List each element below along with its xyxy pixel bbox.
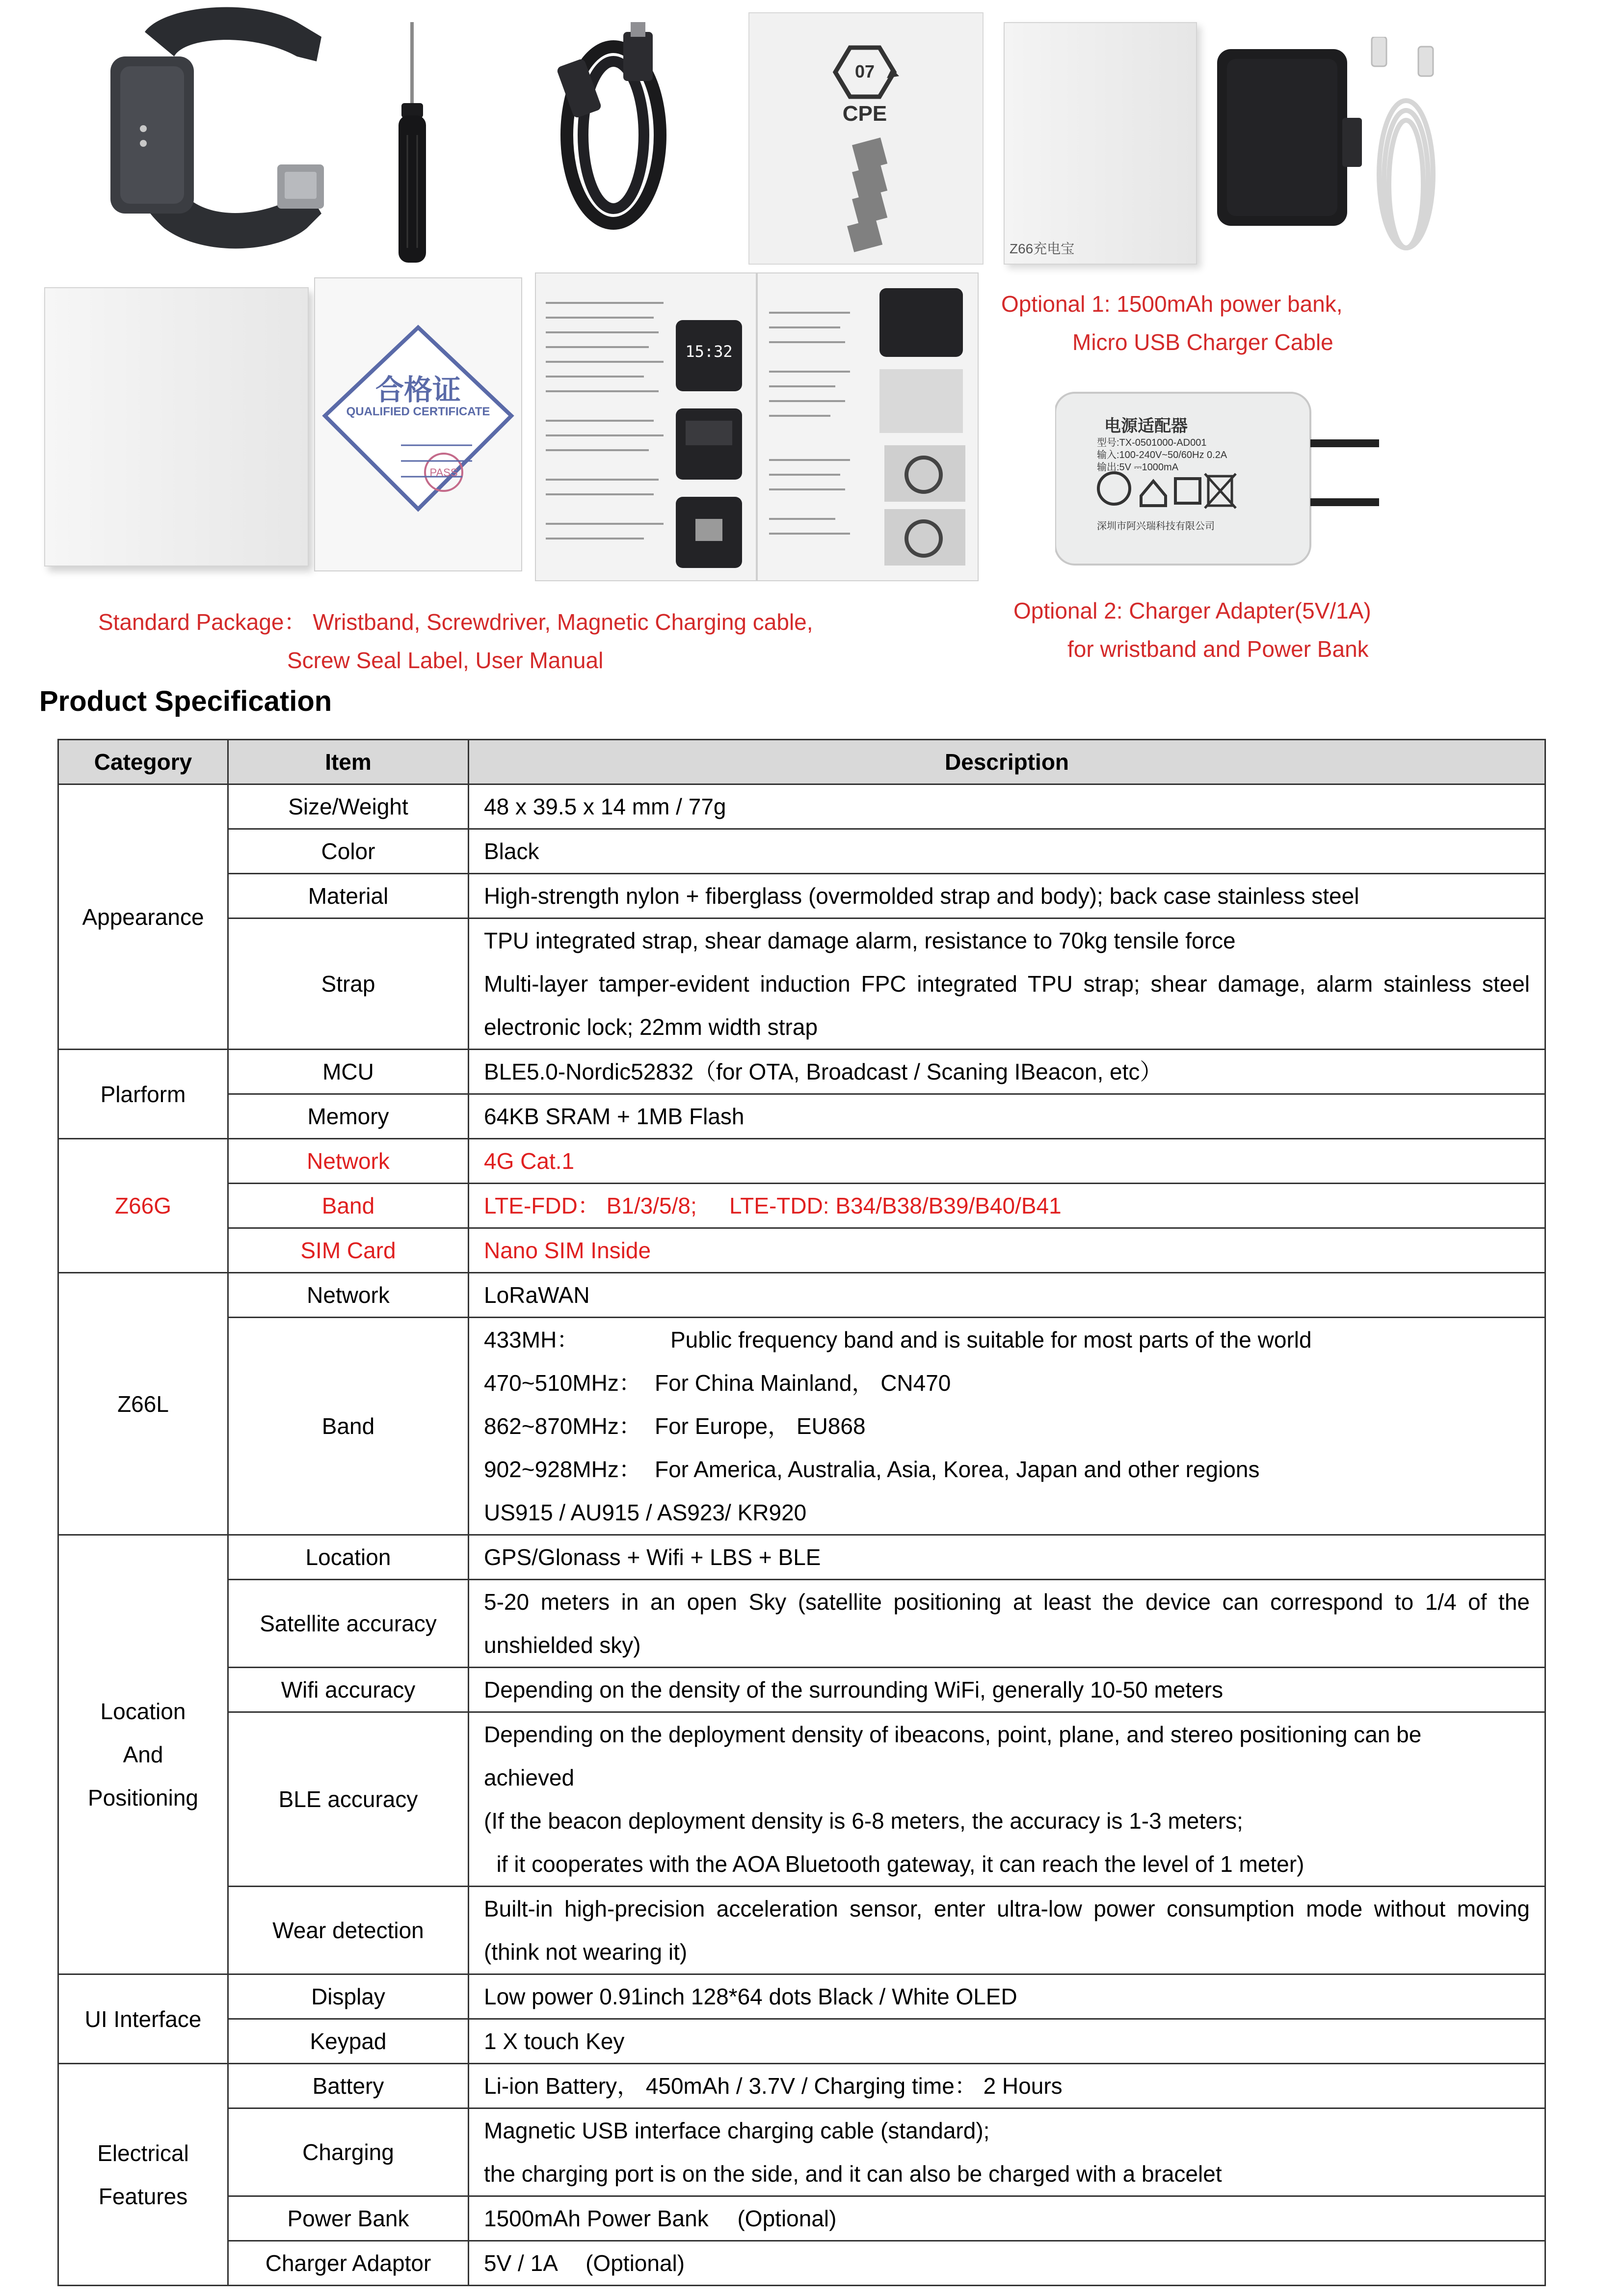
adapter-title: 电源适配器: [1104, 417, 1188, 435]
adapter-line-2: 输入:100-240V~50/60Hz 0.2A: [1097, 450, 1227, 460]
category-location-line-3: Positioning: [87, 1785, 199, 1810]
item-keypad: Keypad: [228, 2019, 469, 2064]
standard-package-caption: [98, 603, 813, 679]
desc-z66g-sim: Nano SIM Inside: [469, 1228, 1545, 1273]
band-line-433: [484, 1318, 1530, 1361]
category-electrical-line-2: Features: [98, 2183, 188, 2209]
certificate-pass-stamp: PASS: [429, 466, 458, 479]
certificate-title: 合格证: [375, 374, 461, 406]
item-z66l-band: Band: [228, 1318, 469, 1535]
wristband-box-photo: [44, 287, 309, 567]
table-row: [58, 1580, 1545, 1668]
optional1-line-1: Optional 1: 1500mAh power bank,: [1001, 291, 1343, 317]
item-location: Location: [228, 1535, 469, 1580]
table-row: [58, 918, 1545, 1050]
user-manual-photo: [535, 272, 979, 581]
screwdriver-photo: [388, 22, 437, 268]
table-row: [58, 829, 1545, 874]
table-row: [58, 1974, 1545, 2019]
manual-screen-time: 15:32: [685, 342, 733, 361]
band-text-433: Public frequency band and is suitable for most parts of the world: [670, 1327, 1312, 1352]
desc-strap-line-2: Multi-layer tamper-evident induction FPC integrated TPU strap; shear damage, alarm stainless steel electronic lock; 22mm width strap: [484, 971, 1530, 1040]
optional1-line-2: Micro USB Charger Cable: [1072, 329, 1333, 355]
category-z66g: Z66G: [58, 1139, 228, 1273]
table-row: [58, 2196, 1545, 2241]
table-row: [58, 1050, 1545, 1094]
table-row: [58, 1228, 1545, 1273]
recycle-label: CPE: [842, 102, 887, 126]
desc-strap: [469, 918, 1545, 1050]
desc-mcu: BLE5.0-Nordic52832（for OTA, Broadcast / Scaning IBeacon, etc）: [469, 1050, 1545, 1094]
category-ui-interface: UI Interface: [58, 1974, 228, 2064]
box-label: Z66充电宝: [1010, 241, 1075, 256]
category-location-line-2: And: [123, 1742, 163, 1767]
header-category: Category: [58, 740, 228, 784]
category-platform: Plarform: [58, 1050, 228, 1139]
standard-package-line-2: Screw Seal Label, User Manual: [287, 648, 604, 673]
desc-ble-accuracy: [469, 1712, 1545, 1887]
power-bank-photo: [1212, 44, 1364, 231]
micro-usb-cable-photo: [1359, 37, 1453, 263]
band-freq-433: 433MH：: [484, 1327, 580, 1352]
band-text-902: For America, Australia, Asia, Korea, Japan and other regions: [655, 1457, 1260, 1482]
item-power-bank: Power Bank: [228, 2196, 469, 2241]
item-battery: Battery: [228, 2064, 469, 2108]
desc-size-weight: 48 x 39.5 x 14 mm / 77g: [469, 784, 1545, 829]
table-row: [58, 1139, 1545, 1184]
item-ble-accuracy: BLE accuracy: [228, 1712, 469, 1887]
table-row: [58, 1712, 1545, 1887]
desc-z66g-band-tdd: LTE-TDD: B34/B38/B39/B40/B41: [729, 1193, 1062, 1218]
table-row: [58, 1887, 1545, 1974]
category-location-line-1: Location: [100, 1699, 186, 1724]
wristband-photo: [91, 2, 331, 263]
band-line-470: [484, 1361, 1530, 1405]
item-size-weight: Size/Weight: [228, 784, 469, 829]
desc-charger-adaptor: 5V / 1A (Optional): [469, 2241, 1545, 2286]
qualified-certificate-photo: [314, 277, 522, 571]
item-memory: Memory: [228, 1094, 469, 1139]
desc-charging: [469, 2108, 1545, 2196]
desc-location: GPS/Glonass + Wifi + LBS + BLE: [469, 1535, 1545, 1580]
item-z66g-network: Network: [228, 1139, 469, 1184]
category-z66l: Z66L: [58, 1273, 228, 1535]
item-z66g-band: Band: [228, 1184, 469, 1228]
table-row: [58, 1668, 1545, 1712]
table-row: [58, 1273, 1545, 1318]
seal-label-bag-photo: [748, 12, 984, 265]
item-wifi-accuracy: Wifi accuracy: [228, 1668, 469, 1712]
band-freq-902: 902~928MHz：: [484, 1457, 641, 1482]
charger-adapter-photo: [1055, 388, 1379, 569]
page-title: Product Specification: [39, 685, 332, 717]
band-freq-862: 862~870MHz：: [484, 1413, 641, 1439]
desc-color: Black: [469, 829, 1545, 874]
adapter-maker: 深圳市阿兴瑞科技有限公司: [1097, 521, 1215, 532]
standard-package-line-1: Standard Package： Wristband, Screwdriver, Magnetic Charging cable,: [98, 609, 813, 635]
table-row: [58, 2019, 1545, 2064]
header-description: Description: [469, 740, 1545, 784]
category-electrical-line-1: Electrical: [97, 2140, 189, 2166]
optional2-line-1: Optional 2: Charger Adapter(5V/1A): [1013, 598, 1371, 623]
desc-charging-line-1: Magnetic USB interface charging cable (standard);: [484, 2118, 990, 2143]
adapter-line-3: 输出:5V ⎓1000mA: [1097, 462, 1179, 473]
item-display: Display: [228, 1974, 469, 2019]
item-color: Color: [228, 829, 469, 874]
item-strap: Strap: [228, 918, 469, 1050]
item-satellite-accuracy: Satellite accuracy: [228, 1580, 469, 1668]
desc-power-bank: 1500mAh Power Bank (Optional): [469, 2196, 1545, 2241]
optional2-caption: [1013, 592, 1371, 668]
desc-z66l-network: LoRaWAN: [469, 1273, 1545, 1318]
item-wear-detection: Wear detection: [228, 1887, 469, 1974]
power-bank-box-photo: [1004, 22, 1197, 265]
charging-cable-photo: [555, 22, 672, 233]
table-row: [58, 1318, 1545, 1535]
item-z66g-sim: SIM Card: [228, 1228, 469, 1273]
desc-ble-line-1: Depending on the deployment density of ibeacons, point, plane, and stereo positioning can be achieved: [484, 1722, 1422, 1790]
band-text-862: For Europe， EU868: [655, 1413, 866, 1439]
desc-z66l-band: [469, 1318, 1545, 1535]
table-row: [58, 1535, 1545, 1580]
desc-strap-line-1: TPU integrated strap, shear damage alarm, resistance to 70kg tensile force: [484, 928, 1236, 953]
table-row: [58, 2064, 1545, 2108]
item-material: Material: [228, 874, 469, 918]
table-row: [58, 2241, 1545, 2286]
category-location: [58, 1535, 228, 1974]
optional1-caption: [1001, 285, 1343, 361]
desc-ble-line-3: if it cooperates with the AOA Bluetooth gateway, it can reach the level of 1 meter): [484, 1851, 1304, 1877]
category-electrical: [58, 2064, 228, 2286]
desc-charging-line-2: the charging port is on the side, and it can also be charged with a bracelet: [484, 2161, 1222, 2187]
desc-wifi-accuracy: Depending on the density of the surrounding WiFi, generally 10-50 meters: [469, 1668, 1545, 1712]
desc-battery: Li-ion Battery， 450mAh / 3.7V / Charging time： 2 Hours: [469, 2064, 1545, 2108]
desc-ble-line-2: (If the beacon deployment density is 6-8 meters, the accuracy is 1-3 meters;: [484, 1808, 1243, 1834]
adapter-line-1: 型号:TX-0501000-AD001: [1097, 437, 1207, 448]
certificate-subtitle: QUALIFIED CERTIFICATE: [346, 405, 490, 418]
desc-material: High-strength nylon + fiberglass (overmolded strap and body); back case stainless steel: [469, 874, 1545, 918]
spec-table: [57, 739, 1546, 2286]
desc-keypad: 1 X touch Key: [469, 2019, 1545, 2064]
table-row: [58, 874, 1545, 918]
band-line-us915: US915 / AU915 / AS923/ KR920: [484, 1500, 807, 1525]
band-text-470: For China Mainland， CN470: [655, 1370, 951, 1396]
desc-memory: 64KB SRAM + 1MB Flash: [469, 1094, 1545, 1139]
table-row: [58, 1094, 1545, 1139]
table-header-row: [58, 740, 1545, 784]
item-mcu: MCU: [228, 1050, 469, 1094]
desc-z66g-band-fdd: LTE-FDD： B1/3/5/8;: [484, 1193, 697, 1218]
band-line-902: [484, 1448, 1530, 1491]
desc-satellite-accuracy: 5-20 meters in an open Sky (satellite positioning at least the device can correspond to 1/4 of the unshielded sky): [469, 1580, 1545, 1668]
item-z66l-network: Network: [228, 1273, 469, 1318]
desc-z66g-band: [469, 1184, 1545, 1228]
recycle-code: 07: [854, 61, 875, 81]
table-row: [58, 784, 1545, 829]
header-item: Item: [228, 740, 469, 784]
item-charger-adaptor: Charger Adaptor: [228, 2241, 469, 2286]
optional2-line-2: for wristband and Power Bank: [1067, 636, 1369, 662]
band-line-862: [484, 1405, 1530, 1448]
category-appearance: Appearance: [58, 784, 228, 1050]
item-charging: Charging: [228, 2108, 469, 2196]
desc-wear-detection: Built-in high-precision acceleration sensor, enter ultra-low power consumption mode without moving (think not wearing it): [469, 1887, 1545, 1974]
desc-display: Low power 0.91inch 128*64 dots Black / White OLED: [469, 1974, 1545, 2019]
table-row: [58, 2108, 1545, 2196]
band-freq-470: 470~510MHz：: [484, 1370, 641, 1396]
table-row: [58, 1184, 1545, 1228]
desc-z66g-network: 4G Cat.1: [469, 1139, 1545, 1184]
